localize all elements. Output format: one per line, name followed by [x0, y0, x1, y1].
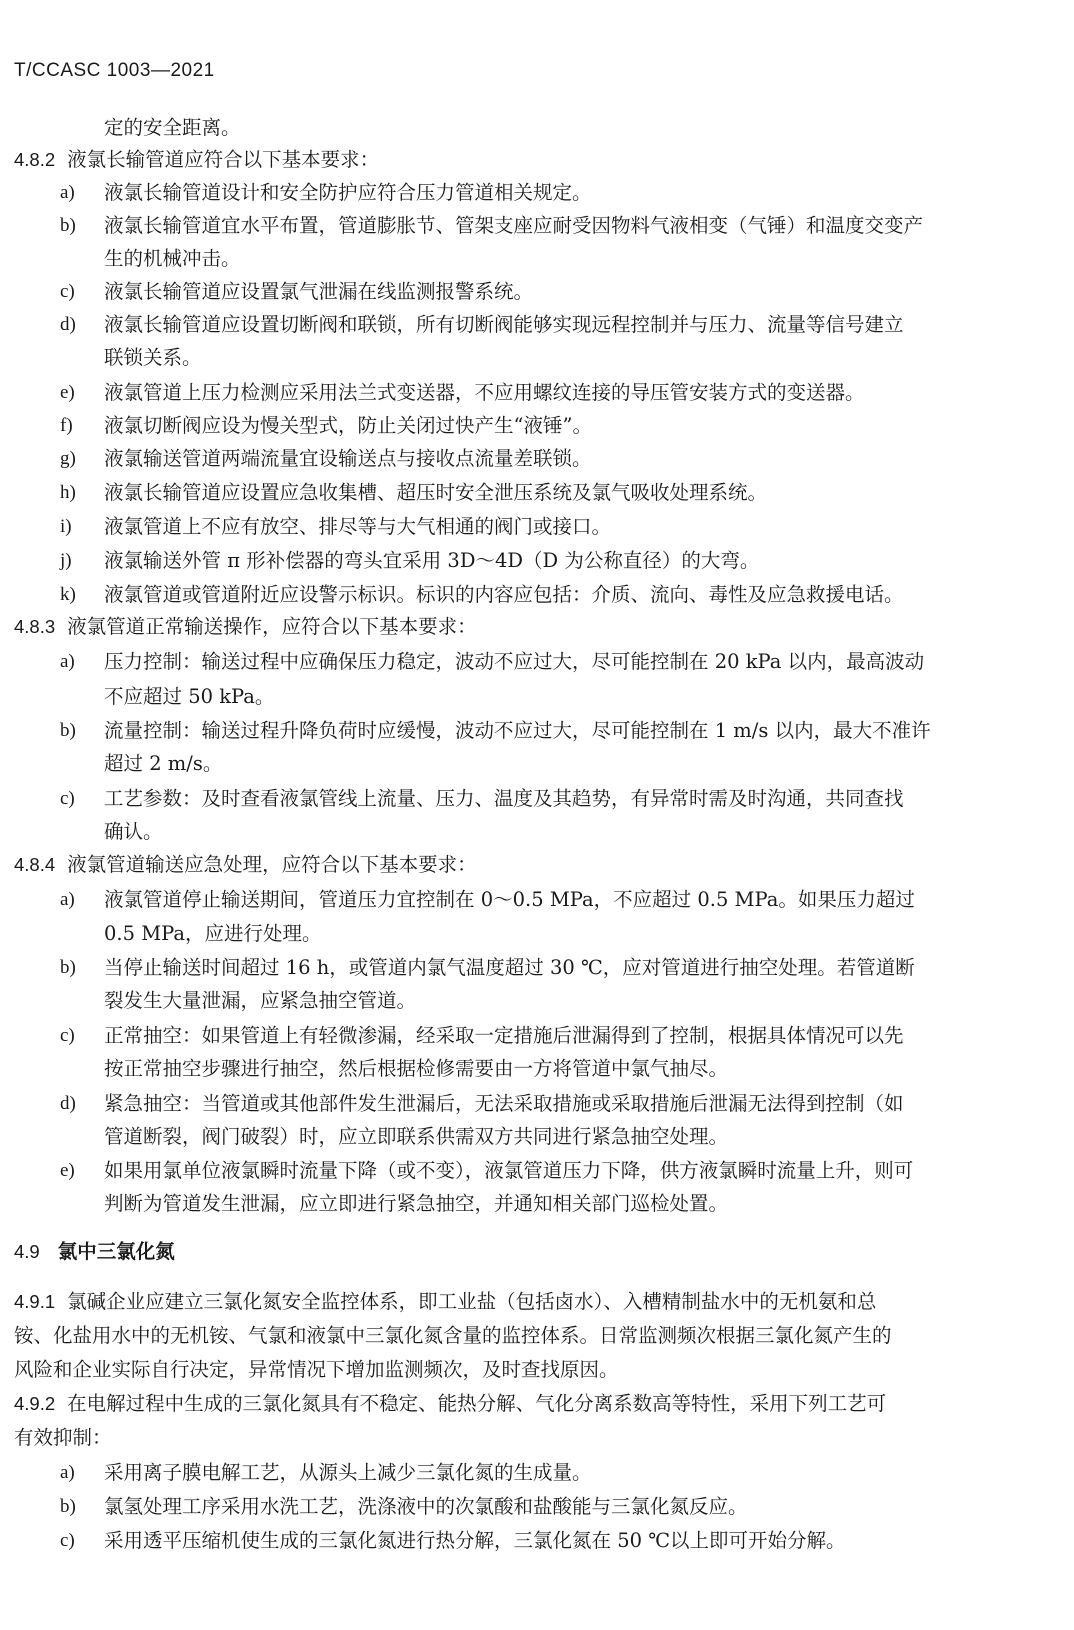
- line-text: 液氯输送管道两端流量宜设输送点与接收点流量差联锁。: [104, 447, 592, 470]
- text-line: [104, 955, 915, 981]
- line-text: 在电解过程中生成的三氯化氮具有不稳定、能热分解、气化分离系数高等特性，采用下列工艺可: [67, 1392, 887, 1415]
- clause-number: 4.9: [14, 1241, 40, 1262]
- line-text: 生的机械冲击。: [104, 247, 241, 270]
- text-line: [104, 988, 416, 1014]
- list-marker: c): [60, 1025, 75, 1046]
- line-text: 液氯输送外管 π 形补偿器的弯头宜采用 3D～4D（D 为公称直径）的大弯。: [104, 549, 760, 572]
- line-text: 液氯长输管道应设置应急收集槽、超压时安全泄压系统及氯气吸收处理系统。: [104, 481, 768, 504]
- text-line: [104, 1460, 592, 1486]
- list-marker: c): [60, 1530, 75, 1551]
- text-line: [104, 1191, 728, 1217]
- text-line: [104, 1023, 904, 1049]
- line-text: 铵、化盐用水中的无机铵、气氯和液氯中三氯化氮含量的监控体系。日常监测频次根据三氯化氮产生的: [14, 1324, 892, 1347]
- list-marker: g): [60, 448, 76, 469]
- text-line: [104, 1494, 748, 1520]
- line-text: 液氯长输管道设计和安全防护应符合压力管道相关规定。: [104, 181, 592, 204]
- text-line: [104, 1528, 846, 1554]
- line-text: 有效抑制：: [14, 1426, 112, 1449]
- text-line: [104, 684, 274, 710]
- line-text: 压力控制：输送过程中应确保压力稳定，波动不应过大，尽可能控制在 20 kPa 以内，最高波动: [104, 650, 925, 673]
- line-text: 按正常抽空步骤进行抽空，然后根据检修需要由一方将管道中氯气抽尽。: [104, 1057, 729, 1080]
- clause-line: [14, 147, 379, 173]
- list-marker: k): [60, 584, 76, 605]
- clause-line: [14, 614, 477, 640]
- text-line: [104, 649, 924, 675]
- list-marker: h): [60, 482, 76, 503]
- clause-number: 4.8.3: [14, 616, 56, 637]
- text-line: [104, 819, 163, 845]
- line-text: 紧急抽空：当管道或其他部件发生泄漏后，无法采取措施或采取措施后泄漏无法得到控制（如: [104, 1092, 904, 1115]
- text-line: [104, 786, 904, 812]
- text-line: [104, 1124, 728, 1150]
- list-marker: b): [60, 957, 76, 978]
- line-text: 流量控制：输送过程升降负荷时应缓慢，波动不应过大，尽可能控制在 1 m/s 以内，最大不准许: [104, 719, 931, 742]
- line-text: 超过 2 m/s。: [104, 752, 223, 775]
- list-marker: a): [60, 1462, 75, 1483]
- clause-line: [14, 852, 477, 878]
- list-marker: b): [60, 1496, 76, 1517]
- text-line: [14, 1425, 112, 1451]
- clause-number: 4.9.1: [14, 1291, 56, 1312]
- line-text: 确认。: [104, 820, 163, 843]
- clause-line: [14, 1289, 876, 1315]
- list-marker: d): [60, 1093, 76, 1114]
- line-text: 管道断裂，阀门破裂）时，应立即联系供需双方共同进行紧急抽空处理。: [104, 1125, 729, 1148]
- clause-number: 4.8.4: [14, 854, 56, 875]
- text-line: [104, 380, 865, 406]
- list-marker: i): [60, 516, 72, 537]
- line-text: 裂发生大量泄漏，应紧急抽空管道。: [104, 989, 417, 1012]
- line-text: 液氯切断阀应设为慢关型式，防止关闭过快产生“液锤”。: [104, 414, 592, 437]
- text-line: [14, 1357, 619, 1383]
- line-text: 采用离子膜电解工艺，从源头上减少三氯化氮的生成量。: [104, 1461, 592, 1484]
- list-marker: a): [60, 651, 75, 672]
- list-marker: c): [60, 788, 75, 809]
- text-line: [104, 1091, 904, 1117]
- text-line: [104, 1056, 728, 1082]
- list-marker: b): [60, 720, 76, 741]
- text-line: [104, 246, 241, 272]
- line-text: 定的安全距离。: [104, 116, 241, 139]
- text-line: [104, 921, 322, 947]
- text-line: [104, 345, 202, 371]
- list-marker: f): [60, 415, 73, 436]
- text-line: [104, 213, 923, 239]
- list-marker: e): [60, 1160, 75, 1181]
- line-text: 0.5 MPa，应进行处理。: [104, 922, 322, 945]
- line-text: 不应超过 50 kPa。: [104, 685, 275, 708]
- text-line: [104, 312, 904, 338]
- line-text: 液氯长输管道应设置切断阀和联锁，所有切断阀能够实现远程控制并与压力、流量等信号建立: [104, 313, 904, 336]
- text-line: [104, 548, 759, 574]
- line-text: 液氯长输管道宜水平布置，管道膨胀节、管架支座应耐受因物料气液相变（气锤）和温度交变产: [104, 214, 924, 237]
- line-text: 如果用氯单位液氯瞬时流量下降（或不变），液氯管道压力下降，供方液氯瞬时流量上升，则可: [104, 1159, 914, 1182]
- line-text: 判断为管道发生泄漏，应立即进行紧急抽空，并通知相关部门巡检处置。: [104, 1192, 729, 1215]
- clause-line: [14, 1239, 175, 1265]
- text-line: [104, 751, 222, 777]
- clause-number: 4.8.2: [14, 149, 56, 170]
- line-text: 风险和企业实际自行决定，异常情况下增加监测频次，及时查找原因。: [14, 1358, 619, 1381]
- line-text: 液氯管道正常输送操作，应符合以下基本要求：: [67, 615, 477, 638]
- line-text: 氯氢处理工序采用水洗工艺，洗涤液中的次氯酸和盐酸能与三氯化氮反应。: [104, 1495, 748, 1518]
- list-marker: c): [60, 281, 75, 302]
- standard-code: T/CCASC 1003—2021: [14, 60, 215, 81]
- line-text: 工艺参数：及时查看液氯管线上流量、压力、温度及其趋势，有异常时需及时沟通，共同查找: [104, 787, 904, 810]
- line-text: 氯中三氯化氮: [57, 1240, 175, 1263]
- line-text: 液氯管道输送应急处理，应符合以下基本要求：: [67, 853, 477, 876]
- list-marker: b): [60, 215, 76, 236]
- clause-line: [14, 1391, 886, 1417]
- line-text: 当停止输送时间超过 16 h，或管道内氯气温度超过 30 ℃，应对管道进行抽空处理。若管道断: [104, 956, 915, 979]
- list-marker: d): [60, 314, 76, 335]
- text-line: [104, 514, 611, 540]
- text-line: [14, 1323, 892, 1349]
- text-line: [104, 887, 915, 913]
- text-line: [104, 582, 904, 608]
- line-text: 液氯管道上不应有放空、排尽等与大气相通的阀门或接口。: [104, 515, 612, 538]
- line-text: 正常抽空：如果管道上有轻微渗漏，经采取一定措施后泄漏得到了控制，根据具体情况可以先: [104, 1024, 904, 1047]
- text-line: [104, 718, 931, 744]
- text-line: [104, 180, 592, 206]
- line-text: 液氯管道停止输送期间，管道压力宜控制在 0～0.5 MPa，不应超过 0.5 MPa。如果压力超过: [104, 888, 915, 911]
- text-line: [104, 1158, 913, 1184]
- list-marker: j): [60, 550, 72, 571]
- line-text: 液氯管道上压力检测应采用法兰式变送器，不应用螺纹连接的导压管安装方式的变送器。: [104, 381, 865, 404]
- line-text: 液氯长输管道应符合以下基本要求：: [67, 148, 380, 171]
- text-line: [104, 446, 592, 472]
- text-line: [104, 279, 533, 305]
- line-text: 采用透平压缩机使生成的三氯化氮进行热分解，三氯化氮在 50 ℃以上即可开始分解。: [104, 1529, 846, 1552]
- line-text: 液氯长输管道应设置氯气泄漏在线监测报警系统。: [104, 280, 534, 303]
- list-marker: a): [60, 182, 75, 203]
- clause-number: 4.9.2: [14, 1393, 56, 1414]
- text-line: [104, 413, 592, 439]
- text-line: [104, 480, 767, 506]
- line-text: 联锁关系。: [104, 346, 202, 369]
- text-line: [104, 115, 241, 141]
- line-text: 液氯管道或管道附近应设警示标识。标识的内容应包括：介质、流向、毒性及应急救援电话。: [104, 583, 904, 606]
- line-text: 氯碱企业应建立三氯化氮安全监控体系，即工业盐（包括卤水）、入槽精制盐水中的无机氨和总: [67, 1290, 877, 1313]
- list-marker: e): [60, 382, 75, 403]
- list-marker: a): [60, 889, 75, 910]
